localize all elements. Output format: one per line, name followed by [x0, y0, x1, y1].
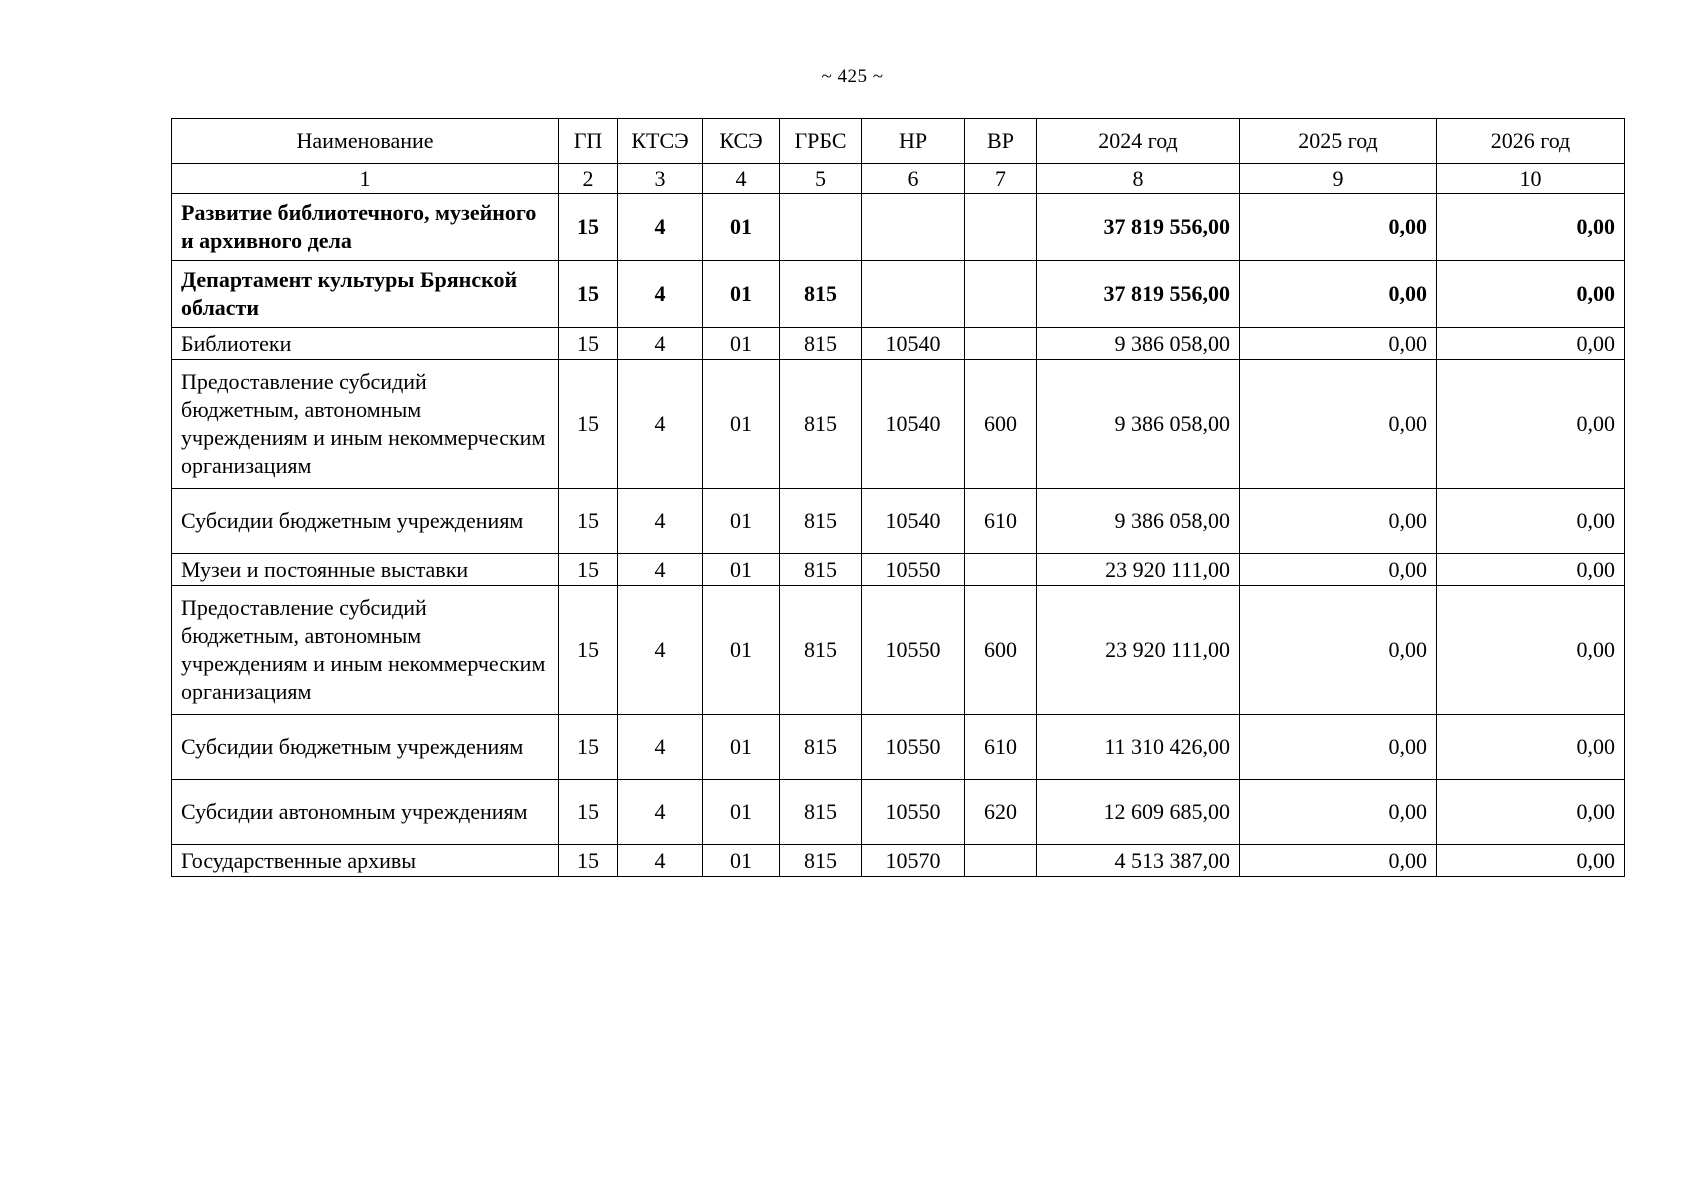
table-row — [172, 328, 1625, 360]
cell-vr — [965, 261, 1037, 328]
cell-vr — [965, 554, 1037, 586]
cell-kse: 01 — [703, 845, 780, 877]
cell-2024: 37 819 556,00 — [1037, 261, 1240, 328]
column-number-row — [172, 164, 1625, 194]
cell-2024: 9 386 058,00 — [1037, 360, 1240, 489]
cell-2025: 0,00 — [1240, 261, 1437, 328]
table-row — [172, 489, 1625, 554]
table-row — [172, 715, 1625, 780]
cell-nr: 10540 — [862, 328, 965, 360]
cell-nr: 10550 — [862, 715, 965, 780]
cell-2025: 0,00 — [1240, 489, 1437, 554]
cell-2026: 0,00 — [1437, 586, 1625, 715]
column-number: 9 — [1240, 164, 1437, 194]
cell-2024: 23 920 111,00 — [1037, 554, 1240, 586]
header-kse: КСЭ — [703, 119, 780, 164]
cell-nr: 10540 — [862, 489, 965, 554]
cell-kse: 01 — [703, 328, 780, 360]
row-name: Субсидии автономным учреждениям — [172, 780, 559, 845]
column-number: 4 — [703, 164, 780, 194]
table-row — [172, 845, 1625, 877]
header-2026: 2026 год — [1437, 119, 1625, 164]
table-row — [172, 194, 1625, 261]
cell-vr: 610 — [965, 489, 1037, 554]
table-row — [172, 554, 1625, 586]
column-number: 6 — [862, 164, 965, 194]
cell-nr: 10540 — [862, 360, 965, 489]
cell-kse: 01 — [703, 261, 780, 328]
cell-2024: 23 920 111,00 — [1037, 586, 1240, 715]
cell-vr: 600 — [965, 360, 1037, 489]
cell-ktse: 4 — [618, 845, 703, 877]
header-gp: ГП — [559, 119, 618, 164]
row-name: Предоставление субсидий бюджетным, автономным учреждениям и иным некоммерческим организациям — [172, 360, 559, 489]
cell-grbs: 815 — [780, 715, 862, 780]
cell-vr: 620 — [965, 780, 1037, 845]
header-grbs: ГРБС — [780, 119, 862, 164]
column-number: 2 — [559, 164, 618, 194]
cell-grbs: 815 — [780, 554, 862, 586]
cell-2025: 0,00 — [1240, 780, 1437, 845]
cell-2025: 0,00 — [1240, 328, 1437, 360]
cell-2026: 0,00 — [1437, 715, 1625, 780]
cell-grbs: 815 — [780, 845, 862, 877]
cell-gp: 15 — [559, 554, 618, 586]
header-vr: ВР — [965, 119, 1037, 164]
cell-ktse: 4 — [618, 586, 703, 715]
cell-gp: 15 — [559, 328, 618, 360]
header-2025: 2025 год — [1240, 119, 1437, 164]
cell-2024: 37 819 556,00 — [1037, 194, 1240, 261]
row-name: Музеи и постоянные выставки — [172, 554, 559, 586]
cell-nr — [862, 261, 965, 328]
cell-ktse: 4 — [618, 489, 703, 554]
cell-2024: 9 386 058,00 — [1037, 328, 1240, 360]
row-name: Развитие библиотечного, музейного и архивного дела — [172, 194, 559, 261]
cell-nr: 10550 — [862, 586, 965, 715]
cell-2024: 11 310 426,00 — [1037, 715, 1240, 780]
table-row — [172, 261, 1625, 328]
cell-vr — [965, 328, 1037, 360]
cell-2025: 0,00 — [1240, 586, 1437, 715]
cell-gp: 15 — [559, 845, 618, 877]
page-number: ~ 425 ~ — [821, 66, 884, 87]
cell-ktse: 4 — [618, 360, 703, 489]
cell-ktse: 4 — [618, 328, 703, 360]
row-name: Департамент культуры Брянской области — [172, 261, 559, 328]
cell-2026: 0,00 — [1437, 194, 1625, 261]
cell-grbs: 815 — [780, 489, 862, 554]
cell-gp: 15 — [559, 489, 618, 554]
cell-nr: 10550 — [862, 780, 965, 845]
cell-grbs: 815 — [780, 328, 862, 360]
table-row — [172, 780, 1625, 845]
cell-vr — [965, 194, 1037, 261]
cell-kse: 01 — [703, 715, 780, 780]
cell-gp: 15 — [559, 780, 618, 845]
cell-2025: 0,00 — [1240, 715, 1437, 780]
header-ktse: КТСЭ — [618, 119, 703, 164]
header-2024: 2024 год — [1037, 119, 1240, 164]
column-number: 10 — [1437, 164, 1625, 194]
cell-kse: 01 — [703, 194, 780, 261]
cell-nr: 10550 — [862, 554, 965, 586]
column-number: 8 — [1037, 164, 1240, 194]
cell-2026: 0,00 — [1437, 554, 1625, 586]
column-number: 3 — [618, 164, 703, 194]
cell-grbs: 815 — [780, 360, 862, 489]
cell-2026: 0,00 — [1437, 489, 1625, 554]
cell-2025: 0,00 — [1240, 845, 1437, 877]
row-name: Библиотеки — [172, 328, 559, 360]
cell-2025: 0,00 — [1240, 554, 1437, 586]
column-number: 1 — [172, 164, 559, 194]
cell-gp: 15 — [559, 261, 618, 328]
cell-grbs: 815 — [780, 261, 862, 328]
column-number: 7 — [965, 164, 1037, 194]
cell-kse: 01 — [703, 586, 780, 715]
cell-gp: 15 — [559, 194, 618, 261]
cell-gp: 15 — [559, 586, 618, 715]
column-number: 5 — [780, 164, 862, 194]
cell-kse: 01 — [703, 554, 780, 586]
cell-ktse: 4 — [618, 780, 703, 845]
row-name: Субсидии бюджетным учреждениям — [172, 489, 559, 554]
cell-2024: 4 513 387,00 — [1037, 845, 1240, 877]
cell-vr: 610 — [965, 715, 1037, 780]
table-header-row — [172, 119, 1625, 164]
cell-gp: 15 — [559, 715, 618, 780]
header-nr: НР — [862, 119, 965, 164]
cell-grbs: 815 — [780, 586, 862, 715]
cell-2026: 0,00 — [1437, 845, 1625, 877]
cell-2026: 0,00 — [1437, 360, 1625, 489]
row-name: Предоставление субсидий бюджетным, автономным учреждениям и иным некоммерческим организациям — [172, 586, 559, 715]
table-row — [172, 586, 1625, 715]
cell-2026: 0,00 — [1437, 328, 1625, 360]
cell-ktse: 4 — [618, 554, 703, 586]
cell-nr — [862, 194, 965, 261]
cell-vr: 600 — [965, 586, 1037, 715]
cell-2024: 12 609 685,00 — [1037, 780, 1240, 845]
cell-ktse: 4 — [618, 261, 703, 328]
cell-2025: 0,00 — [1240, 194, 1437, 261]
table-row — [172, 360, 1625, 489]
row-name: Государственные архивы — [172, 845, 559, 877]
cell-kse: 01 — [703, 360, 780, 489]
cell-grbs — [780, 194, 862, 261]
cell-2025: 0,00 — [1240, 360, 1437, 489]
cell-2026: 0,00 — [1437, 780, 1625, 845]
cell-kse: 01 — [703, 489, 780, 554]
row-name: Субсидии бюджетным учреждениям — [172, 715, 559, 780]
cell-ktse: 4 — [618, 194, 703, 261]
cell-gp: 15 — [559, 360, 618, 489]
cell-kse: 01 — [703, 780, 780, 845]
cell-grbs: 815 — [780, 780, 862, 845]
cell-2026: 0,00 — [1437, 261, 1625, 328]
header-name: Наименование — [172, 119, 559, 164]
cell-ktse: 4 — [618, 715, 703, 780]
cell-vr — [965, 845, 1037, 877]
budget-table — [171, 118, 1625, 877]
cell-nr: 10570 — [862, 845, 965, 877]
cell-2024: 9 386 058,00 — [1037, 489, 1240, 554]
